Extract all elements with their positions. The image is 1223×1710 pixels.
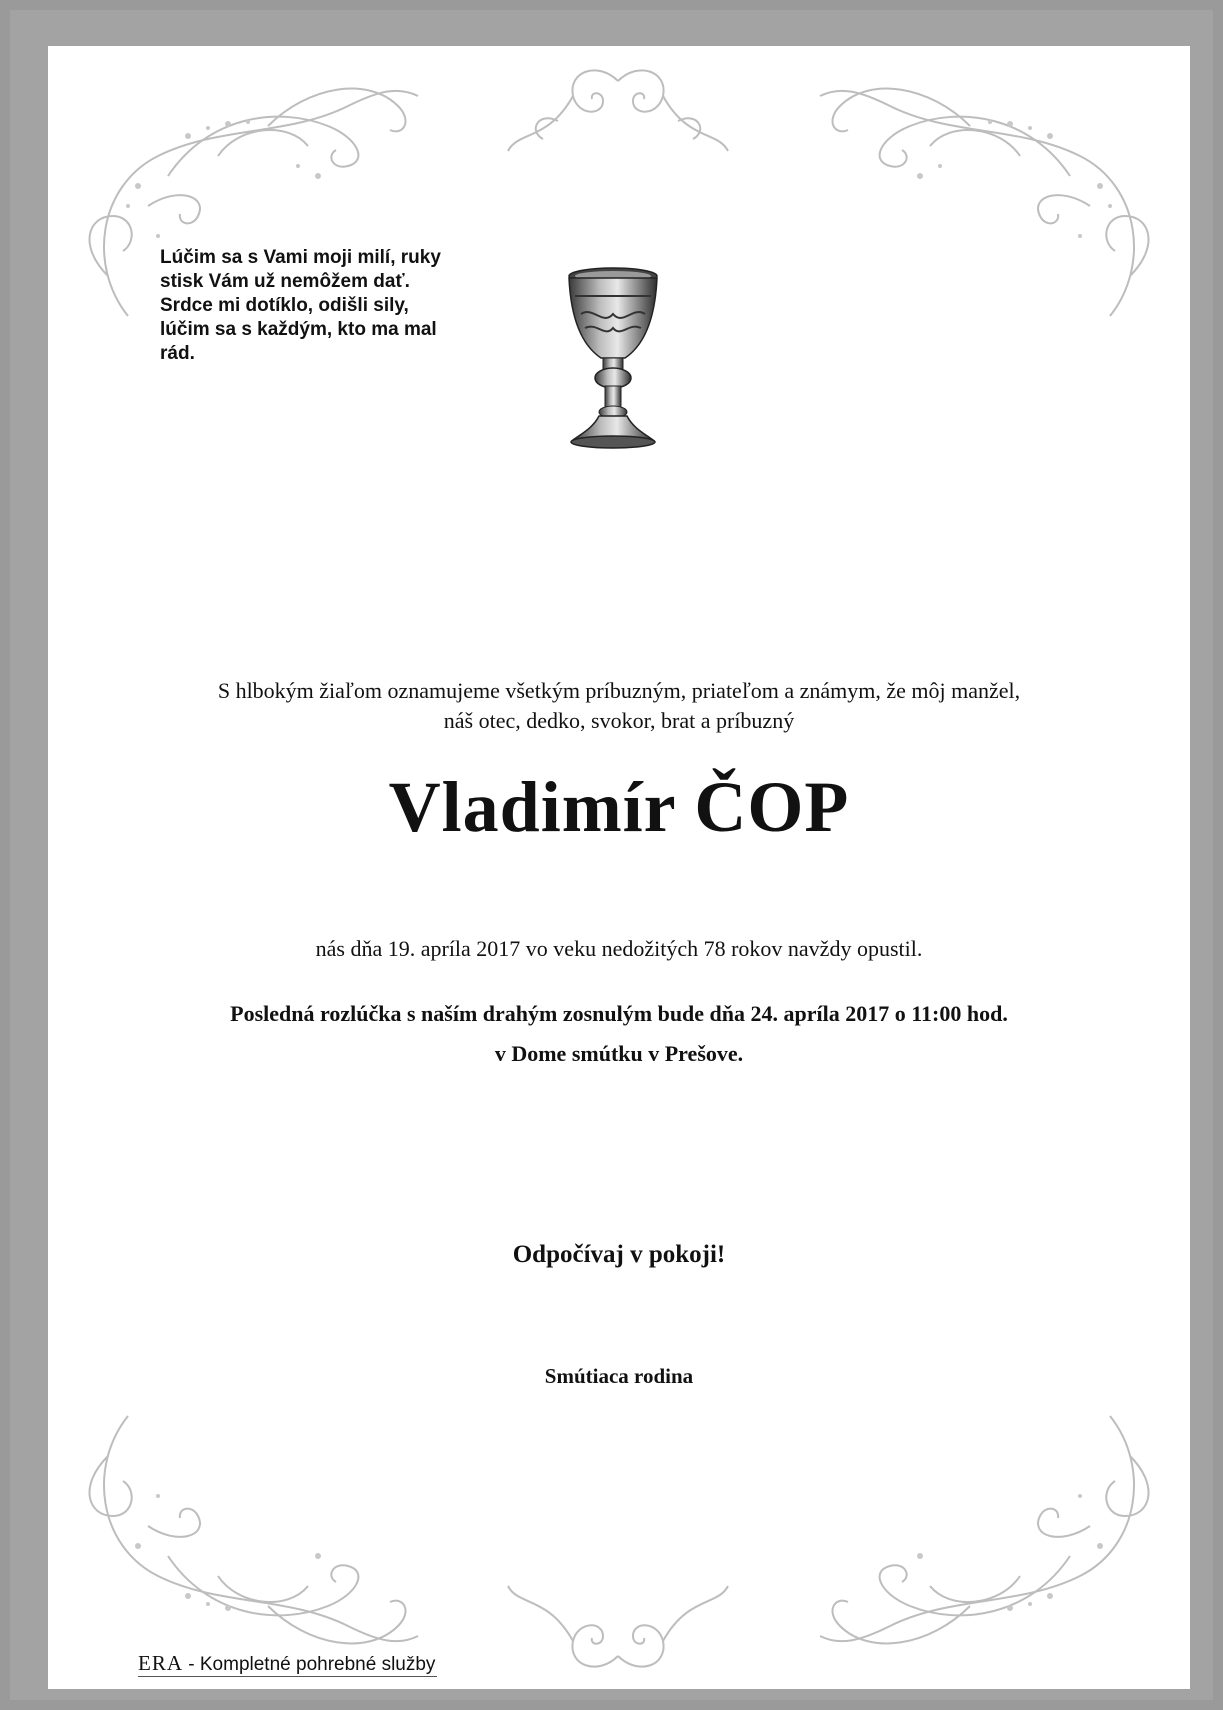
corner-ornament-bottom-left [68,1396,448,1666]
top-center-ornament [498,61,738,171]
chalice-icon [563,266,663,451]
corner-ornament-top-right [790,66,1170,336]
obituary-sheet [48,46,1190,1689]
corner-ornament-bottom-right [790,1396,1170,1666]
verse-line: Srdce mi dotíklo, odišli sily, [160,295,409,316]
funeral-date-line: Posledná rozlúčka s naším drahým zosnulým bude dňa 24. apríla 2017 o 11:00 hod. [230,1001,1008,1026]
funeral-details [48,994,1190,1074]
mourning-frame [10,10,1213,1700]
rest-in-peace: Odpočívaj v pokoji! [512,1241,726,1268]
verse-line: stisk Vám už nemôžem dať. [160,271,410,292]
verse-line: Lúčim sa s Vami moji milí, ruky [160,247,441,268]
footer-text: - Kompletné pohrebné služby [183,1654,436,1675]
deceased-name: Vladimír ČOP [388,767,850,847]
era-logo: ERA [138,1651,183,1675]
announcement-intro [48,676,1190,736]
death-notice: nás dňa 19. apríla 2017 vo veku nedožitých 78 rokov navždy opustil. [315,936,923,961]
signature-family: Smútiaca rodina [544,1364,694,1388]
intro-line: S hlbokým žiaľom oznamujeme všetkým príbuzným, priateľom a známym, že môj manžel, [217,678,1021,703]
verse-line: lúčim sa s každým, kto ma mal [160,319,437,340]
funeral-place-line: v Dome smútku v Prešove. [494,1041,744,1066]
funeral-service-footer [138,1651,437,1677]
farewell-verse [160,246,480,366]
verse-line: rád. [160,343,195,364]
bottom-center-ornament [498,1566,738,1676]
intro-line: náš otec, dedko, svokor, brat a príbuzný [443,708,795,733]
